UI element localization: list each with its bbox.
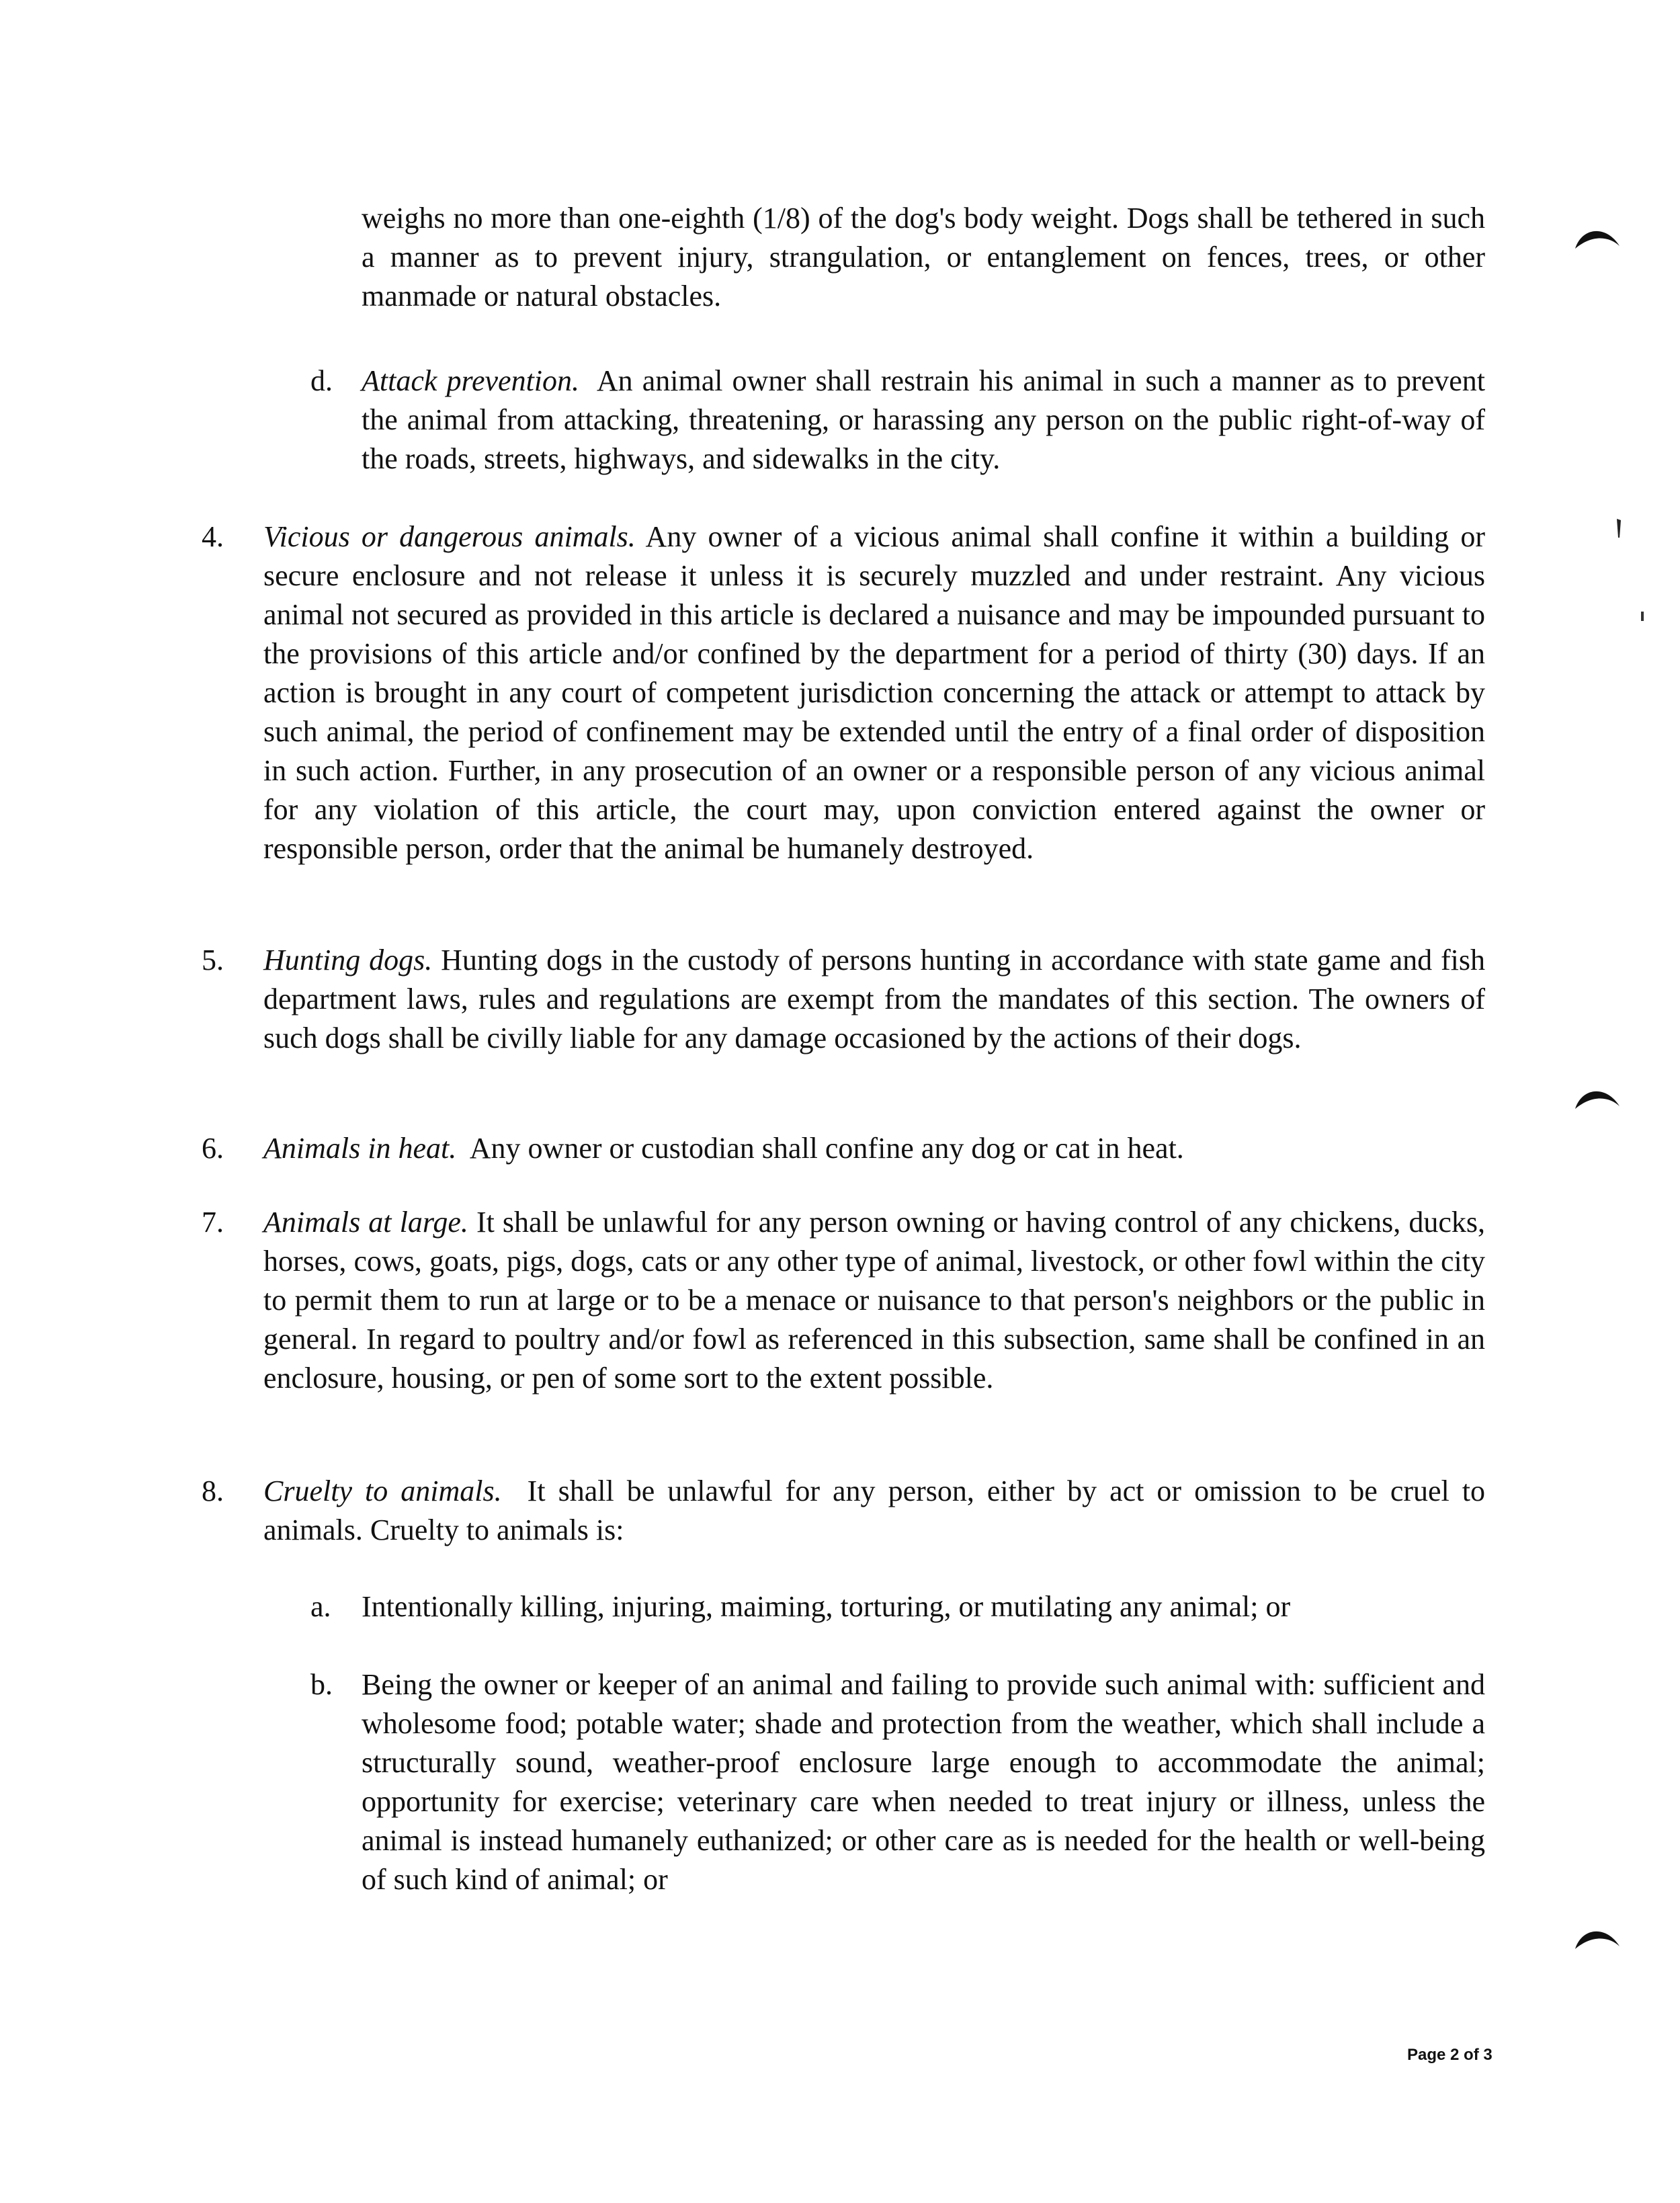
- item-6-title: Animals in heat.: [263, 1132, 457, 1165]
- sub-item-b-paragraph: Being the owner or keeper of an animal and failing to provide such animal with: sufficient and wholesome food; potable water; shade and protection from the weather, which shall include a structurally sound, weather-proof enclosure large enough to accommodate the animal; opportunity for exercise; veterinary care when needed to treat injury or illness, unless the animal is instead humanely euthanized; or other care as is needed for the health or well-being of such kind of animal; or: [362, 1668, 1485, 1896]
- item-d-label: d.: [310, 364, 333, 397]
- sub-item-b-label: b.: [310, 1668, 333, 1701]
- scan-speck-2: [1640, 610, 1645, 624]
- item-8-text: It shall be unlawful for any person, either by act or omission to be cruel to animals. Cruelty to animals is:: [263, 1474, 1486, 1546]
- item-7-paragraph: [263, 1203, 1485, 1398]
- scan-speck-1: [1615, 517, 1624, 540]
- binder-hole-mark-3: [1572, 1922, 1622, 1953]
- item-6-paragraph: [263, 1129, 1485, 1168]
- item-7-number: 7.: [202, 1206, 224, 1239]
- item-5-title: Hunting dogs.: [263, 944, 433, 976]
- page-number-footer: Page 2 of 3: [1407, 2046, 1493, 2064]
- item-d-paragraph: [362, 362, 1485, 479]
- sub-item-a-paragraph: Intentionally killing, injuring, maiming, torturing, or mutilating any animal; or: [362, 1590, 1291, 1623]
- item-d-title: Attack prevention.: [362, 364, 580, 397]
- item-8-number: 8.: [202, 1474, 224, 1507]
- item-4-text: Any owner of a vicious animal shall confine it within a building or secure enclosure and not release it unless it is securely muzzled and under restraint. Any vicious animal not secured as provided in this article is declared a nuisance and may be impounded pursuant to the provisions of this article and/or confined by the department for a period of thirty (30) days. If an action is brought in any court of competent jurisdiction concerning the attack or attempt to attack by such animal, the period of confinement may be extended until the entry of a final order of disposition in such action. Further, in any prosecution of an owner or a responsible person of any vicious animal for any violation of this article, the court may, upon conviction entered against the owner or responsible person, order that the animal be humanely destroyed.: [263, 520, 1485, 865]
- item-7-title: Animals at large.: [263, 1206, 468, 1239]
- item-5-paragraph: [263, 941, 1485, 1058]
- item-8-paragraph: [263, 1472, 1485, 1550]
- item-4-paragraph: [263, 517, 1485, 868]
- sub-item-a-label: a.: [310, 1590, 331, 1623]
- item-8-title: Cruelty to animals.: [263, 1474, 502, 1507]
- item-d-text: An animal owner shall restrain his animal in such a manner as to prevent the animal from attacking, threatening, or harassing any person on the public right-of-way of the roads, streets, highways, and sidewalks in the city.: [362, 364, 1485, 475]
- continuation-paragraph: weighs no more than one-eighth (1/8) of the dog's body weight. Dogs shall be tethered in such a manner as to prevent injury, strangulation, or entanglement on fences, trees, or other manmade or natural obstacles.: [362, 202, 1485, 313]
- item-5-text: Hunting dogs in the custody of persons hunting in accordance with state game and fish department laws, rules and regulations are exempt from the mandates of this section. The owners of such dogs shall be civilly liable for any damage occasioned by the actions of their dogs.: [263, 944, 1485, 1054]
- item-6-number: 6.: [202, 1132, 224, 1165]
- item-4-number: 4.: [202, 520, 224, 553]
- item-4-title: Vicious or dangerous animals.: [263, 520, 636, 553]
- item-7-text: It shall be unlawful for any person owning or having control of any chickens, ducks, horses, cows, goats, pigs, dogs, cats or any other type of animal, livestock, or other fowl within the city to permit them to run at large or to be a menace or nuisance to that person's neighbors or the public in general. In regard to poultry and/or fowl as referenced in this subsection, same shall be confined in an enclosure, housing, or pen of some sort to the extent possible.: [263, 1206, 1486, 1395]
- item-6-text: Any owner or custodian shall confine any dog or cat in heat.: [469, 1132, 1184, 1165]
- binder-hole-mark-1: [1572, 222, 1622, 253]
- binder-hole-mark-2: [1572, 1082, 1622, 1113]
- item-5-number: 5.: [202, 944, 224, 976]
